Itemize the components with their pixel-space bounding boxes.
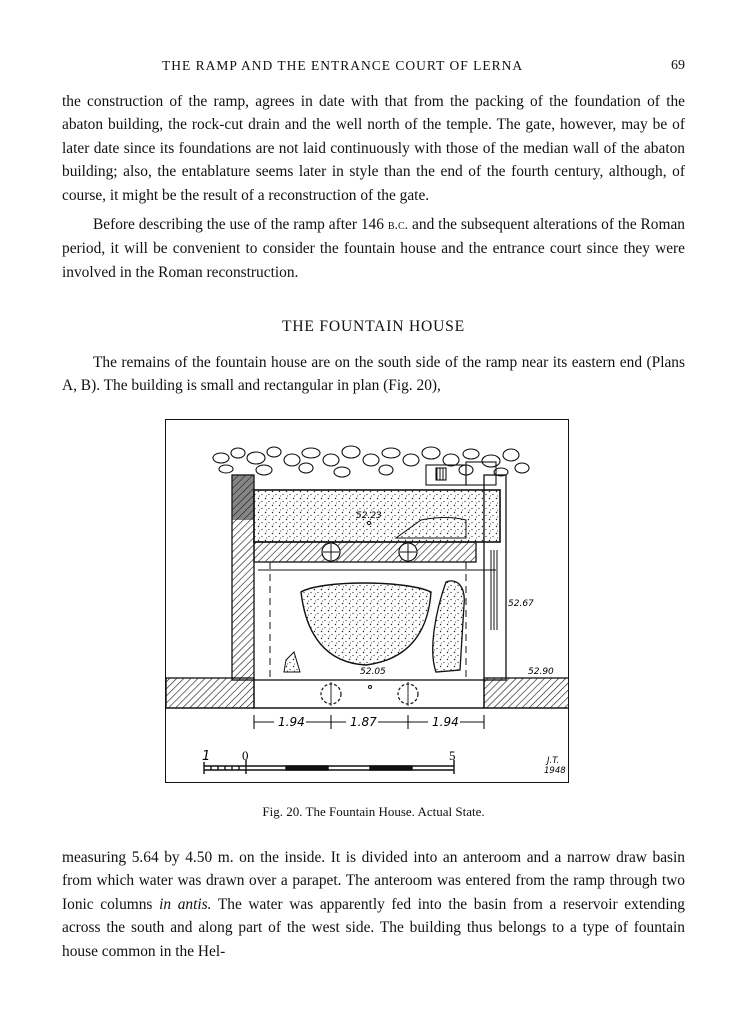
running-head: [62, 58, 685, 78]
paragraph-3: The remains of the fountain house are on the south side of the ramp near its eastern end (Plans A, B). The building is small and rectangular in plan (Fig. 20),: [62, 354, 685, 395]
signature-initials: J.T.: [547, 756, 560, 766]
plan-drawing: [166, 420, 569, 783]
stylobate: [254, 680, 484, 708]
paragraph-4-text-a: measuring 5.64 by 4.50 m. on the inside. It is divided into an anteroom and a narrow draw basin from which water was drawn over a parapet. The anteroom was entered from the ramp through two Ionic columns: [62, 849, 685, 913]
section-title: THE FOUNTAIN HOUSE: [282, 318, 465, 335]
elevation-east-corner: 52.90: [528, 667, 554, 677]
paragraph-1: the construction of the ramp, agrees in date with that from the packing of the foundation of the abaton building, the rock-cut drain and the well north of the temple. The gate, however, may be of later date since its foundations are not laid continuously with those of the median wall of the abaton building; also, the entablature seems later in style than the end of the fourth century, although, of course, it might be the result of a reconstruction of the gate.: [62, 93, 685, 204]
elevation-basin: 52.23: [356, 511, 382, 521]
paragraph-4-text-b: The water was apparently fed into the basin from a reservoir extending across the south and along part of the west side. The building thus belongs to a type of fountain house common in the Hel-: [62, 895, 685, 960]
west-wall-dark: [232, 475, 254, 520]
figure-caption: Fig. 20. The Fountain House. Actual State.: [262, 804, 485, 819]
dimension-middle: 1.87: [350, 715, 377, 729]
elevation-threshold: 52.05: [360, 667, 386, 677]
signature-year: 1948: [544, 766, 566, 776]
floor-fragment-small: [284, 652, 300, 672]
parapet: [254, 542, 476, 562]
paragraph-2-bc: b.c.: [387, 218, 409, 233]
elevation-east-wall: 52.67: [508, 599, 534, 609]
page-number: 69: [671, 58, 685, 73]
scale-label-1: 1: [202, 749, 211, 764]
scale-label-0: 0: [242, 748, 249, 763]
fountain-house-plan-figure: [165, 419, 569, 783]
paragraph-4: [62, 846, 685, 963]
paragraph-2-text-a: Before describing the use of the ramp after 146: [93, 216, 388, 233]
dimension-west: 1.94: [278, 715, 305, 729]
south-wall-west: [166, 678, 254, 708]
paragraph-2: [62, 213, 685, 284]
south-wall-east: [484, 678, 569, 708]
floor-fragment-east: [433, 581, 465, 672]
dimension-east: 1.94: [432, 715, 459, 729]
floor-fragment: [301, 583, 431, 665]
east-wall-hatch: [489, 550, 499, 630]
scale-label-5: 5: [449, 748, 456, 763]
running-head-title: THE RAMP AND THE ENTRANCE COURT OF LERNA: [162, 58, 524, 73]
paragraph-2-text-b: and the subsequent alterations of the Roman period, it will be convenient to consider the fountain house and the entrance court since they were involved in the Roman reconstruction.: [62, 216, 685, 281]
paragraph-4-italic: in antis.: [159, 895, 212, 913]
